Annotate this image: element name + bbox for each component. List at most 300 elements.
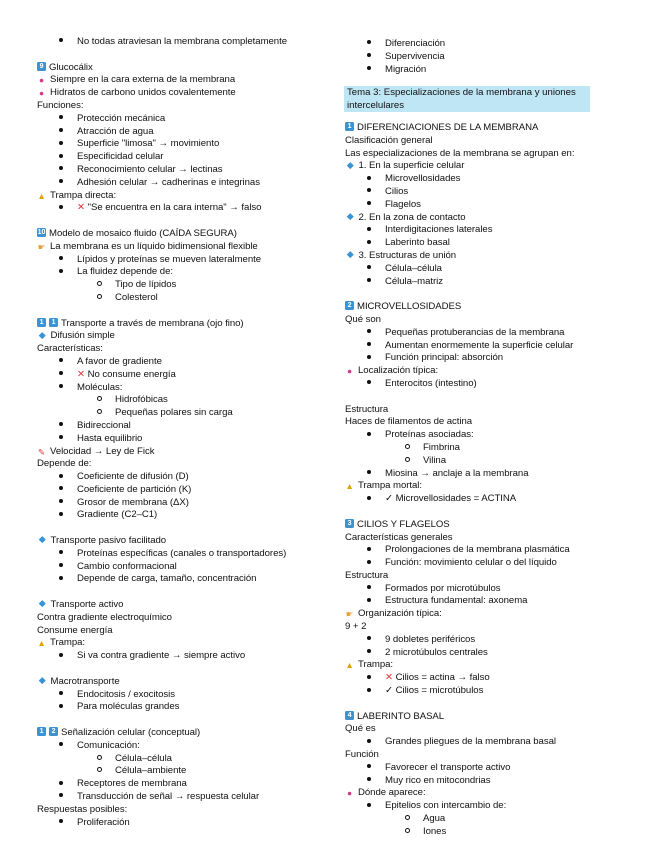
list-item <box>37 484 312 497</box>
text-line <box>37 804 312 817</box>
line-text: Grosor de membrana (ΔX) <box>77 496 189 508</box>
line-text: Trampa mortal: <box>358 480 422 492</box>
list-item <box>37 548 312 561</box>
pin-icon: ● <box>38 75 45 86</box>
spacer <box>37 714 312 727</box>
list-item <box>345 762 620 775</box>
theme-banner <box>344 86 590 112</box>
bullet-icon <box>367 647 371 660</box>
circle-bullet-icon <box>97 292 102 305</box>
list-item <box>345 327 620 340</box>
list-item <box>37 113 312 126</box>
line-text: Respuestas posibles: <box>37 803 128 815</box>
bullet-icon <box>367 775 371 788</box>
text-line <box>37 190 312 203</box>
line-text: Cilios <box>385 185 409 197</box>
bullet-icon <box>59 138 63 151</box>
list-item <box>345 826 620 839</box>
number-box-icon: 2 <box>345 301 354 310</box>
list-item <box>37 471 312 484</box>
text-line <box>345 787 620 800</box>
list-item <box>37 382 312 395</box>
bullet-icon <box>367 237 371 250</box>
bullet-icon <box>59 202 63 215</box>
line-text: Lípidos y proteínas se mueven lateralmente <box>77 253 262 265</box>
text-line <box>345 711 620 724</box>
list-item <box>345 38 620 51</box>
line-text: Proteínas específicas (canales o transportadores) <box>77 547 287 559</box>
number-box-icon: 1 <box>49 318 58 327</box>
bullet-icon <box>367 340 371 353</box>
line-text: Flagelos <box>385 198 421 210</box>
line-text: Modelo de mosaico fluido (CAÍDA SEGURA) <box>49 227 237 239</box>
bullet-icon <box>59 497 63 510</box>
list-item <box>345 493 620 506</box>
bullet-icon <box>59 740 63 753</box>
line-text: Consume energía <box>37 624 113 636</box>
text-line <box>37 535 312 548</box>
line-text: Diferenciación <box>385 38 446 49</box>
list-item <box>37 778 312 791</box>
list-item <box>345 813 620 826</box>
number-box-icon: 2 <box>49 727 58 736</box>
line-text: Si va contra gradiente → siempre activo <box>77 650 246 662</box>
text-line <box>37 625 312 638</box>
bullet-icon <box>367 378 371 391</box>
bullet-icon <box>367 800 371 813</box>
text-line <box>37 241 312 254</box>
text-line <box>37 727 312 740</box>
list-item <box>345 672 620 685</box>
list-item <box>345 583 620 596</box>
bullet-icon <box>367 595 371 608</box>
cross-mark-icon: ✕ <box>77 202 88 214</box>
line-text: Transducción de señal → respuesta celular <box>77 791 260 803</box>
line-text: Cilios = actina → falso <box>395 672 490 684</box>
pointing-hand-icon: ☛ <box>345 609 354 620</box>
spacer <box>345 288 620 301</box>
line-text: Receptores de membrana <box>77 778 187 790</box>
pin-icon: ● <box>346 788 353 799</box>
line-text: Formados por microtúbulos <box>385 582 501 594</box>
list-item <box>345 442 620 455</box>
list-item <box>345 199 620 212</box>
line-text: Pequeñas polares sin carga <box>115 407 233 419</box>
line-text: DIFERENCIACIONES DE LA MEMBRANA <box>357 122 539 133</box>
cross-mark-icon: ✕ <box>77 368 88 380</box>
line-text: Favorecer el transporte activo <box>385 761 511 773</box>
diamond-bullet-icon <box>39 332 45 338</box>
circle-bullet-icon <box>97 407 102 420</box>
line-text: Transporte a través de membrana (ojo fino) <box>61 317 244 329</box>
bullet-icon <box>59 650 63 663</box>
circle-bullet-icon <box>97 765 102 778</box>
list-item <box>345 276 620 289</box>
line-text: Endocitosis / exocitosis <box>77 688 175 700</box>
line-text: 2. En la zona de contacto <box>358 211 466 223</box>
text-line <box>37 318 312 331</box>
line-text: Cambio conformacional <box>77 560 177 572</box>
line-text: 9 + 2 <box>345 621 367 633</box>
text-line <box>37 599 312 612</box>
bullet-icon <box>59 151 63 164</box>
line-text: Qué es <box>345 723 376 735</box>
line-text: 1. En la superficie celular <box>358 160 465 172</box>
line-text: Gradiente (C2–C1) <box>77 509 158 521</box>
line-text: Reconocimiento celular → lectinas <box>77 163 223 175</box>
line-text: No consume energía <box>87 368 176 380</box>
text-line <box>345 608 620 621</box>
pointing-hand-icon: ☛ <box>37 241 46 252</box>
text-line <box>345 621 620 634</box>
line-text: Características: <box>37 343 103 355</box>
list-item <box>345 429 620 442</box>
bullet-icon <box>59 701 63 714</box>
spacer <box>37 215 312 228</box>
list-item <box>345 685 620 698</box>
text-line <box>345 532 620 545</box>
bullet-icon <box>59 561 63 574</box>
text-line <box>345 519 620 532</box>
line-text: Clasificación general <box>345 134 433 146</box>
line-text: 9 dobletes periféricos <box>385 633 476 645</box>
number-box-icon: 10 <box>37 228 46 236</box>
bullet-icon <box>367 186 371 199</box>
spacer <box>37 522 312 535</box>
text-line <box>345 148 620 161</box>
bullet-icon <box>367 38 371 51</box>
line-text: A favor de gradiente <box>77 355 162 367</box>
diamond-bullet-icon <box>39 536 45 542</box>
warning-icon: ▲ <box>37 638 46 649</box>
line-text: Célula–ambiente <box>115 765 187 777</box>
text-line <box>345 570 620 583</box>
line-text: Dónde aparece: <box>358 787 426 799</box>
number-box-icon: 9 <box>37 62 46 71</box>
line-text: Agua <box>423 813 446 825</box>
bullet-icon <box>59 369 63 382</box>
list-item <box>37 497 312 510</box>
list-item <box>37 369 312 382</box>
list-item <box>37 433 312 446</box>
list-item <box>37 394 312 407</box>
list-item <box>37 689 312 702</box>
bullet-icon <box>59 356 63 369</box>
bullet-icon <box>367 762 371 775</box>
text-line <box>345 416 620 429</box>
line-text: Organización típica: <box>358 608 442 620</box>
diamond-bullet-icon <box>347 162 353 168</box>
line-text: Haces de filamentos de actina <box>345 416 473 428</box>
list-item <box>37 254 312 267</box>
line-text: Contra gradiente electroquímico <box>37 611 172 623</box>
text-line <box>37 612 312 625</box>
number-box-icon: 4 <box>345 711 354 720</box>
line-text: Coeficiente de difusión (D) <box>77 471 189 483</box>
bullet-icon <box>59 126 63 139</box>
circle-bullet-icon <box>405 442 410 455</box>
right-column-top <box>345 38 620 76</box>
line-text: Coeficiente de partición (K) <box>77 483 192 495</box>
text-line <box>345 404 620 417</box>
text-line <box>37 228 312 241</box>
bullet-icon <box>59 433 63 446</box>
bullet-icon <box>59 484 63 497</box>
line-text: Función principal: absorción <box>385 352 504 364</box>
line-text: ✓ Microvellosidades = ACTINA <box>385 493 517 505</box>
line-text: Localización típica: <box>358 365 439 377</box>
bullet-icon <box>59 778 63 791</box>
text-line <box>345 122 620 135</box>
list-item <box>345 378 620 391</box>
diamond-bullet-icon <box>39 677 45 683</box>
text-line <box>345 135 620 148</box>
line-text: LABERINTO BASAL <box>357 710 445 722</box>
list-item <box>345 173 620 186</box>
line-text: Difusión simple <box>50 330 115 342</box>
line-text: Funciones: <box>37 99 84 111</box>
line-text: Hasta equilibrio <box>77 432 143 444</box>
line-text: Proliferación <box>77 816 130 828</box>
list-item <box>37 279 312 292</box>
line-text: La membrana es un líquido bidimensional flexible <box>50 240 258 252</box>
bullet-icon <box>367 276 371 289</box>
bullet-icon <box>59 36 63 49</box>
line-text: Interdigitaciones laterales <box>385 224 493 236</box>
warning-icon: ▲ <box>345 481 354 492</box>
bullet-icon <box>59 573 63 586</box>
spacer <box>37 305 312 318</box>
list-item <box>345 224 620 237</box>
number-box-icon: 1 <box>37 727 46 736</box>
text-line <box>37 446 312 459</box>
list-item <box>345 800 620 813</box>
line-text: Microvellosidades <box>385 173 461 185</box>
list-item <box>37 701 312 714</box>
list-item <box>37 753 312 766</box>
line-text: Moléculas: <box>77 381 123 393</box>
left-column <box>37 36 312 829</box>
line-text: Bidireccional <box>77 419 131 431</box>
list-item <box>345 647 620 660</box>
bullet-icon <box>367 64 371 77</box>
line-text: Iones <box>423 825 447 837</box>
line-text: Estructura <box>345 403 389 415</box>
bullet-icon <box>367 199 371 212</box>
list-item <box>37 164 312 177</box>
text-line <box>37 74 312 87</box>
line-text: Enterocitos (intestino) <box>385 377 477 389</box>
list-item <box>345 64 620 77</box>
line-text: Siempre en la cara externa de la membrana <box>50 74 236 86</box>
text-line <box>37 343 312 356</box>
line-text: Adhesión celular → cadherinas e integrinas <box>77 176 260 188</box>
bullet-icon <box>367 672 371 685</box>
list-item <box>37 138 312 151</box>
diamond-bullet-icon <box>347 213 353 219</box>
line-text: Supervivencia <box>385 50 445 62</box>
line-text: Hidratos de carbono unidos covalentemente <box>50 87 236 99</box>
list-item <box>345 263 620 276</box>
spacer <box>37 49 312 62</box>
right-column <box>345 122 620 839</box>
line-text: Hidrofóbicas <box>115 394 168 406</box>
pin-icon: ● <box>38 88 45 99</box>
bullet-icon <box>367 736 371 749</box>
line-text: ✓ Cilios = microtúbulos <box>385 685 484 697</box>
list-item <box>37 292 312 305</box>
line-text: Estructura fundamental: axonema <box>385 595 528 607</box>
line-text: Características generales <box>345 531 453 543</box>
list-item <box>37 420 312 433</box>
text-line <box>345 301 620 314</box>
line-text: Señalización celular (conceptual) <box>61 727 201 739</box>
line-text: Depende de carga, tamaño, concentración <box>77 573 257 585</box>
list-item <box>37 561 312 574</box>
list-item <box>37 202 312 215</box>
line-text: CILIOS Y FLAGELOS <box>357 518 450 530</box>
bullet-icon <box>59 471 63 484</box>
text-line <box>37 330 312 343</box>
bullet-icon <box>367 352 371 365</box>
spacer <box>37 586 312 599</box>
line-text: Trampa: <box>358 659 394 671</box>
line-text: Qué son <box>345 313 381 325</box>
line-text: Depende de: <box>37 458 92 470</box>
line-text: Pequeñas protuberancias de la membrana <box>385 326 565 338</box>
line-text: Transporte activo <box>50 599 124 611</box>
diamond-bullet-icon <box>347 251 353 257</box>
bullet-icon <box>367 544 371 557</box>
list-item <box>37 791 312 804</box>
bullet-icon <box>59 689 63 702</box>
line-text: Miosina → anclaje a la membrana <box>385 467 529 479</box>
text-line <box>37 100 312 113</box>
text-line <box>345 365 620 378</box>
bullet-icon <box>367 583 371 596</box>
text-line <box>37 458 312 471</box>
bullet-icon <box>59 164 63 177</box>
text-line <box>345 212 620 225</box>
warning-icon: ▲ <box>37 190 46 201</box>
list-item <box>345 775 620 788</box>
bullet-icon <box>367 429 371 442</box>
list-item <box>37 765 312 778</box>
list-item <box>345 595 620 608</box>
bullet-icon <box>367 263 371 276</box>
line-text: Epitelios con intercambio de: <box>385 800 507 812</box>
warning-icon: ▲ <box>345 660 354 671</box>
list-item <box>345 634 620 647</box>
line-text: Aumentan enormemente la superficie celular <box>385 339 574 351</box>
line-text: Célula–célula <box>385 262 442 274</box>
bullet-icon <box>367 468 371 481</box>
bullet-icon <box>59 509 63 522</box>
line-text: Transporte pasivo facilitado <box>50 535 167 547</box>
spacer <box>345 698 620 711</box>
line-text: Función <box>345 749 379 761</box>
line-text: "Se encuentra en la cara interna" → falso <box>87 202 262 214</box>
list-item <box>37 36 312 49</box>
list-item <box>37 151 312 164</box>
diamond-bullet-icon <box>39 600 45 606</box>
line-text: Velocidad → Ley de Fick <box>50 445 155 457</box>
line-text: Protección mecánica <box>77 112 166 124</box>
bullet-icon <box>59 177 63 190</box>
bullet-icon <box>367 634 371 647</box>
text-line <box>345 480 620 493</box>
circle-bullet-icon <box>97 753 102 766</box>
bullet-icon <box>59 113 63 126</box>
bullet-icon <box>59 382 63 395</box>
list-item <box>37 650 312 663</box>
list-item <box>37 740 312 753</box>
bullet-icon <box>59 266 63 279</box>
list-item <box>37 126 312 139</box>
line-text: No todas atraviesan la membrana completamente <box>77 36 287 47</box>
circle-bullet-icon <box>405 813 410 826</box>
pushpin-icon: ✎ <box>37 446 46 457</box>
bullet-icon <box>367 224 371 237</box>
list-item <box>345 51 620 64</box>
line-text: Especificidad celular <box>77 151 164 163</box>
line-text: Macrotransporte <box>50 675 120 687</box>
list-item <box>37 509 312 522</box>
line-text: Trampa directa: <box>50 189 117 201</box>
text-line <box>345 749 620 762</box>
line-text: Célula–matriz <box>385 275 443 287</box>
list-item <box>37 356 312 369</box>
line-text: Comunicación: <box>77 739 140 751</box>
list-item <box>37 573 312 586</box>
spacer <box>345 506 620 519</box>
list-item <box>37 407 312 420</box>
bullet-icon <box>367 685 371 698</box>
text-line <box>345 723 620 736</box>
bullet-icon <box>367 493 371 506</box>
spacer <box>37 663 312 676</box>
text-line <box>345 250 620 263</box>
line-text: Atracción de agua <box>77 125 154 137</box>
circle-bullet-icon <box>405 826 410 839</box>
line-text: Superficie "limosa" → movimiento <box>77 138 220 150</box>
bullet-icon <box>367 327 371 340</box>
text-line <box>37 676 312 689</box>
line-text: Glucocálix <box>49 61 93 73</box>
number-box-icon: 1 <box>37 318 46 327</box>
list-item <box>345 736 620 749</box>
text-line <box>37 87 312 100</box>
list-item <box>37 177 312 190</box>
line-text: Vilina <box>423 454 446 466</box>
list-item <box>345 455 620 468</box>
line-text: MICROVELLOSIDADES <box>357 301 462 313</box>
circle-bullet-icon <box>97 394 102 407</box>
cross-mark-icon: ✕ <box>385 672 396 684</box>
text-line <box>345 659 620 672</box>
list-item <box>37 817 312 830</box>
bullet-icon <box>367 51 371 64</box>
line-text: Migración <box>385 63 427 75</box>
line-text: Célula–célula <box>115 752 172 764</box>
list-item <box>345 186 620 199</box>
line-text: Muy rico en mitocondrias <box>385 774 491 786</box>
bullet-icon <box>367 173 371 186</box>
bullet-icon <box>59 254 63 267</box>
list-item <box>37 266 312 279</box>
line-text: Grandes pliegues de la membrana basal <box>385 736 556 748</box>
line-text: Fimbrina <box>423 441 460 453</box>
